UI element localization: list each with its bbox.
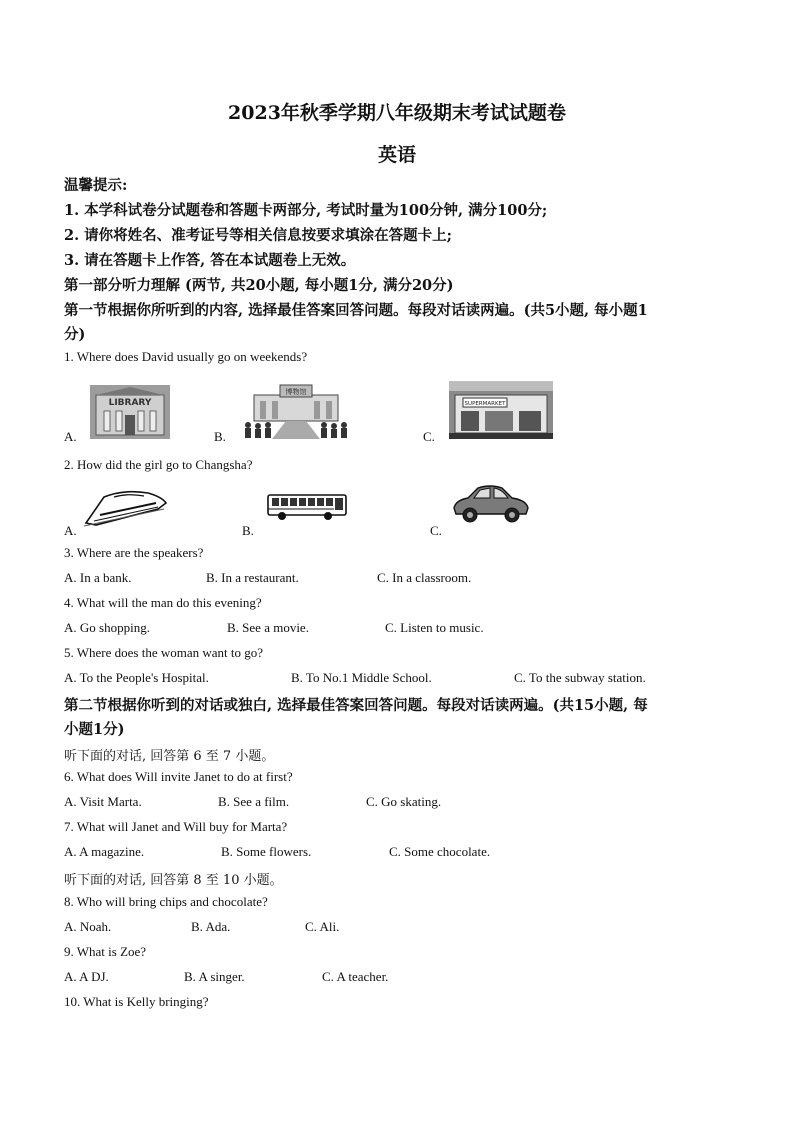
- tip-item-2: 2. 请你将姓名、准考证号等相关信息按要求填涂在答题卡上;: [64, 227, 453, 244]
- question-10: 10. What is Kelly bringing?: [64, 994, 209, 1009]
- q7-option-a: A. A magazine.: [64, 844, 145, 859]
- q4-option-c: C. Listen to music.: [385, 620, 484, 635]
- q8-option-a: A. Noah.: [64, 919, 112, 934]
- question-5: 5. Where does the woman want to go?: [64, 645, 264, 660]
- library-sign: LIBRARY: [108, 398, 152, 408]
- tip-item-1: 1. 本学科试卷分试题卷和答题卡两部分, 考试时量为100分钟, 满分100分;: [64, 202, 548, 219]
- q3-option-b: B. In a restaurant.: [206, 570, 299, 585]
- q2-option-c: C.: [430, 523, 442, 538]
- question-7: 7. What will Janet and Will buy for Marta?: [64, 819, 288, 834]
- section2-instruction: 第二节根据你听到的对话或独白, 选择最佳答案回答问题。每段对话读两遍。(共15小题, 每: [64, 697, 648, 714]
- question-4: 4. What will the man do this evening?: [64, 595, 262, 610]
- q7-option-c: C. Some chocolate.: [389, 844, 491, 859]
- q9-option-c: C. A teacher.: [322, 969, 389, 984]
- question-6: 6. What does Will invite Janet to do at first?: [64, 769, 293, 784]
- q2-option-a: A.: [64, 523, 77, 538]
- q7-option-b: B. Some flowers.: [221, 844, 312, 859]
- tip-item-3: 3. 请在答题卡上作答, 答在本试题卷上无效。: [64, 252, 356, 269]
- exam-title: 2023年秋季学期八年级期末考试试题卷: [228, 102, 566, 124]
- library-image: [90, 385, 170, 439]
- q9-option-b: B. A singer.: [184, 969, 245, 984]
- q3-option-a: A. In a bank.: [64, 570, 132, 585]
- question-8: 8. Who will bring chips and chocolate?: [64, 894, 268, 909]
- q5-option-a: A. To the People's Hospital.: [64, 670, 209, 685]
- museum-image: [240, 381, 352, 439]
- q8-option-c: C. Ali.: [305, 919, 340, 934]
- bus-image: [266, 492, 348, 522]
- question-1: 1. Where does David usually go on weekends?: [64, 349, 308, 364]
- q5-option-c: C. To the subway station.: [514, 670, 646, 685]
- subject-title: 英语: [377, 144, 416, 166]
- q3-option-c: C. In a classroom.: [377, 570, 472, 585]
- tips-heading: 温馨提示:: [64, 177, 128, 194]
- q9-option-a: A. A DJ.: [64, 969, 109, 984]
- q4-option-a: A. Go shopping.: [64, 620, 150, 635]
- q8-option-b: B. Ada.: [191, 919, 231, 934]
- q6-option-a: A. Visit Marta.: [64, 794, 142, 809]
- question-9: 9. What is Zoe?: [64, 944, 147, 959]
- q6-option-c: C. Go skating.: [366, 794, 442, 809]
- question-2: 2. How did the girl go to Changsha?: [64, 457, 253, 472]
- section1-instruction: 第一节根据你所听到的内容, 选择最佳答案回答问题。每段对话读两遍。(共5小题, 每小题1: [64, 302, 648, 319]
- instruction-q8-10: 听下面的对话, 回答第 8 至 10 小题。: [64, 873, 283, 888]
- museum-sign: 博物馆: [285, 388, 307, 396]
- q1-option-b: B.: [214, 429, 226, 444]
- instruction-q6-7: 听下面的对话, 回答第 6 至 7 小题。: [64, 749, 275, 764]
- supermarket-sign: SUPERMARKET: [464, 401, 506, 407]
- part1-heading: 第一部分听力理解 (两节, 共20小题, 每小题1分, 满分20分): [64, 277, 454, 294]
- high-speed-train-image: [84, 487, 168, 527]
- q1-option-c: C.: [423, 429, 435, 444]
- q4-option-b: B. See a movie.: [227, 620, 309, 635]
- section1-instruction-cont: 分): [64, 326, 86, 343]
- section2-instruction-cont: 小题1分): [64, 721, 125, 738]
- q1-option-a: A.: [64, 429, 77, 444]
- question-3: 3. Where are the speakers?: [64, 545, 204, 560]
- q5-option-b: B. To No.1 Middle School.: [291, 670, 432, 685]
- supermarket-image: [449, 381, 553, 439]
- q2-option-b: B.: [242, 523, 254, 538]
- car-image: [450, 482, 530, 526]
- q6-option-b: B. See a film.: [218, 794, 290, 809]
